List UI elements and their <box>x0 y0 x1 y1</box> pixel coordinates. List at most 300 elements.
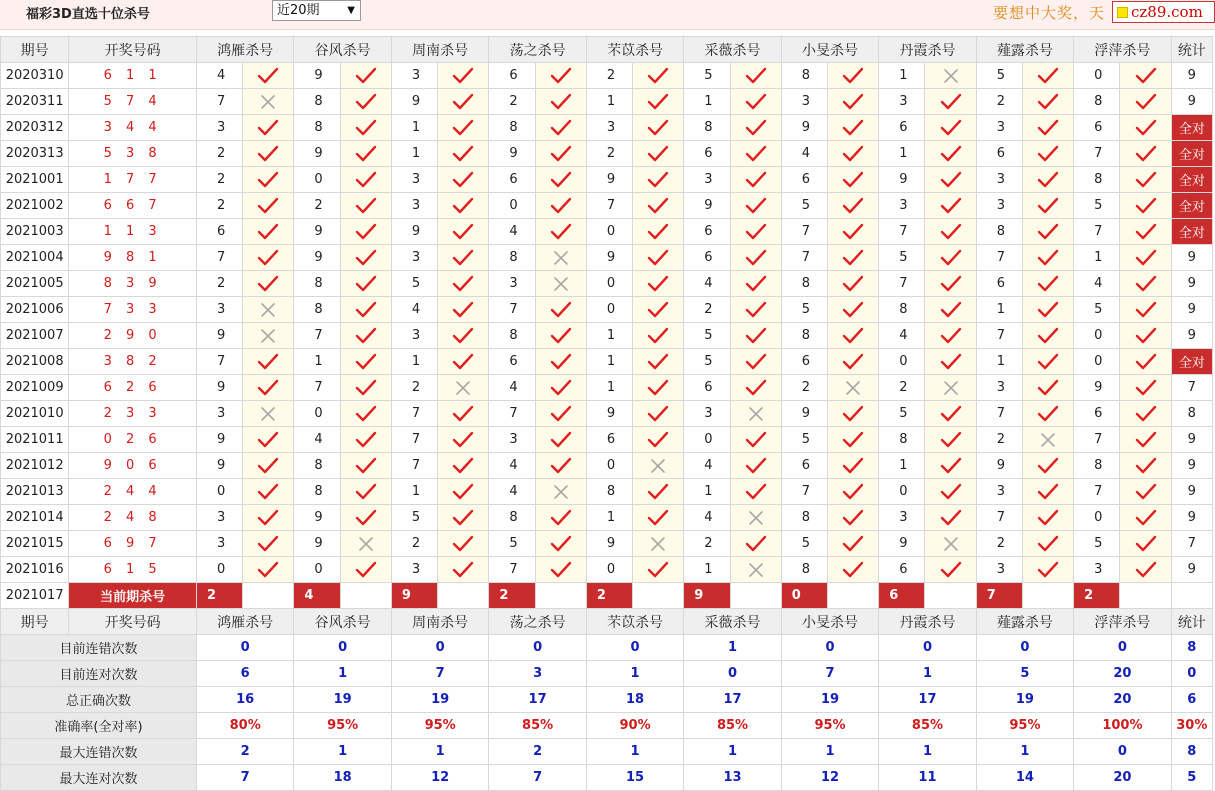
col-header: 开奖号码 <box>69 37 197 63</box>
issue-cell: 2021003 <box>1 219 69 245</box>
kill-number-cell: 2 <box>196 193 242 219</box>
kill-number-cell: 8 <box>1074 89 1120 115</box>
check-icon <box>1022 297 1073 323</box>
col-header: 鸿雁杀号 <box>196 609 293 635</box>
kill-number-cell: 4 <box>489 453 535 479</box>
total-cell: 9 <box>1171 245 1212 271</box>
empty-mark-cell <box>730 583 781 609</box>
stats-row <box>1 687 1213 713</box>
kill-number-cell: 3 <box>976 115 1022 141</box>
kill-number-cell: 4 <box>684 505 730 531</box>
kill-number-cell: 8 <box>489 245 535 271</box>
kill-number-cell: 8 <box>294 271 340 297</box>
check-icon <box>730 531 781 557</box>
check-icon <box>243 453 294 479</box>
total-cell: 9 <box>1171 89 1212 115</box>
check-icon <box>925 219 976 245</box>
kill-number-cell: 5 <box>684 63 730 89</box>
kill-number-cell: 9 <box>294 531 340 557</box>
kill-number-cell: 1 <box>391 115 437 141</box>
check-icon <box>1022 245 1073 271</box>
kill-number-cell: 7 <box>196 89 242 115</box>
marquee-text: 要想中大奖，天 <box>993 4 1106 22</box>
check-icon <box>633 323 684 349</box>
kill-number-cell: 3 <box>976 167 1022 193</box>
kill-number-cell: 9 <box>586 245 632 271</box>
stats-value: 6 <box>196 661 293 687</box>
kill-number-cell: 3 <box>781 89 827 115</box>
check-icon <box>925 557 976 583</box>
kill-number-cell: 3 <box>391 557 437 583</box>
check-icon <box>438 193 489 219</box>
kill-number-cell: 3 <box>684 401 730 427</box>
stats-label: 目前连错次数 <box>1 635 197 661</box>
stats-value: 0 <box>391 635 488 661</box>
issue-cell: 2021008 <box>1 349 69 375</box>
kill-number-cell: 5 <box>391 271 437 297</box>
current-issue-cell: 2021017 <box>1 583 69 609</box>
check-icon <box>1120 557 1171 583</box>
kill-number-cell: 0 <box>196 479 242 505</box>
check-icon <box>1022 505 1073 531</box>
check-icon <box>535 401 586 427</box>
table-row <box>1 401 1213 427</box>
draw-number-cell: 9 8 1 <box>69 245 197 271</box>
site-logo[interactable] <box>1112 1 1215 23</box>
kill-number-cell: 5 <box>879 401 925 427</box>
draw-number-cell: 3 4 4 <box>69 115 197 141</box>
col-header: 浮萍杀号 <box>1074 37 1171 63</box>
kill-number-cell: 1 <box>586 323 632 349</box>
stats-row <box>1 661 1213 687</box>
kill-number-cell: 9 <box>294 63 340 89</box>
check-icon <box>730 479 781 505</box>
stats-value: 1 <box>781 739 878 765</box>
kill-number-cell: 9 <box>586 531 632 557</box>
stats-label: 最大连错次数 <box>1 739 197 765</box>
kill-number-cell: 7 <box>976 245 1022 271</box>
check-icon <box>925 141 976 167</box>
total-cell: 7 <box>1171 375 1212 401</box>
stats-value: 14 <box>976 765 1073 791</box>
check-icon <box>340 167 391 193</box>
draw-number-cell: 2 9 0 <box>69 323 197 349</box>
stats-value: 0 <box>294 635 391 661</box>
check-icon <box>827 505 878 531</box>
check-icon <box>730 323 781 349</box>
kill-number-cell: 1 <box>684 557 730 583</box>
check-icon <box>340 297 391 323</box>
kill-number-cell: 0 <box>1074 323 1120 349</box>
check-icon <box>243 193 294 219</box>
cross-icon <box>243 297 294 323</box>
check-icon <box>438 453 489 479</box>
issue-cell: 2021005 <box>1 271 69 297</box>
check-icon <box>1120 141 1171 167</box>
check-icon <box>1120 193 1171 219</box>
kill-number-cell: 6 <box>489 167 535 193</box>
check-icon <box>340 89 391 115</box>
cross-icon <box>243 401 294 427</box>
logo-square-icon <box>1117 7 1128 18</box>
stats-value: 2 <box>196 739 293 765</box>
total-cell: 9 <box>1171 479 1212 505</box>
draw-number-cell: 6 1 5 <box>69 557 197 583</box>
kill-number-cell: 1 <box>586 505 632 531</box>
kill-number-cell: 2 <box>976 427 1022 453</box>
check-icon <box>243 115 294 141</box>
kill-number-cell: 9 <box>976 453 1022 479</box>
kill-number-cell: 6 <box>879 115 925 141</box>
stats-value: 11 <box>879 765 976 791</box>
check-icon <box>827 141 878 167</box>
kill-number-cell: 9 <box>879 167 925 193</box>
draw-number-cell: 3 8 2 <box>69 349 197 375</box>
cross-icon <box>925 63 976 89</box>
check-icon <box>1120 401 1171 427</box>
kill-number-cell: 4 <box>489 479 535 505</box>
kill-number-cell: 9 <box>294 141 340 167</box>
check-icon <box>340 375 391 401</box>
check-icon <box>1120 349 1171 375</box>
kill-number-cell: 9 <box>196 375 242 401</box>
check-icon <box>1022 323 1073 349</box>
check-icon <box>340 219 391 245</box>
table-row <box>1 557 1213 583</box>
kill-number-cell: 4 <box>684 453 730 479</box>
top-bar <box>0 0 1215 30</box>
check-icon <box>633 297 684 323</box>
stats-value: 7 <box>391 661 488 687</box>
kill-number-cell: 3 <box>586 115 632 141</box>
kill-number-cell: 3 <box>976 557 1022 583</box>
stats-value: 18 <box>294 765 391 791</box>
kill-number-cell: 0 <box>586 271 632 297</box>
stats-value: 95% <box>976 713 1073 739</box>
kill-number-cell: 9 <box>781 401 827 427</box>
current-kill-number: 2 <box>489 583 535 609</box>
current-period-row <box>1 583 1213 609</box>
col-header: 开奖号码 <box>69 609 197 635</box>
empty-total-cell <box>1171 583 1212 609</box>
kill-number-cell: 4 <box>1074 271 1120 297</box>
kill-number-cell: 7 <box>1074 141 1120 167</box>
cross-icon <box>633 453 684 479</box>
stats-value: 1 <box>684 635 781 661</box>
kill-number-cell: 6 <box>781 167 827 193</box>
kill-number-cell: 9 <box>684 193 730 219</box>
kill-number-cell: 8 <box>294 453 340 479</box>
check-icon <box>438 167 489 193</box>
stats-value: 19 <box>391 687 488 713</box>
kill-number-cell: 2 <box>196 141 242 167</box>
kill-number-cell: 2 <box>684 531 730 557</box>
col-header: 谷风杀号 <box>294 609 391 635</box>
cross-icon <box>730 557 781 583</box>
stats-value: 7 <box>489 765 586 791</box>
col-header: 期号 <box>1 37 69 63</box>
stats-value: 3 <box>489 661 586 687</box>
empty-mark-cell <box>243 583 294 609</box>
kill-number-cell: 7 <box>976 505 1022 531</box>
issue-cell: 2020313 <box>1 141 69 167</box>
table-row <box>1 193 1213 219</box>
check-icon <box>827 297 878 323</box>
kill-number-cell: 7 <box>781 219 827 245</box>
check-icon <box>827 219 878 245</box>
kill-number-cell: 8 <box>781 557 827 583</box>
table-row <box>1 271 1213 297</box>
kill-number-cell: 4 <box>781 141 827 167</box>
check-icon <box>925 115 976 141</box>
kill-number-cell: 2 <box>781 375 827 401</box>
col-header: 采薇杀号 <box>684 609 781 635</box>
check-icon <box>730 89 781 115</box>
stats-value: 1 <box>586 739 683 765</box>
check-icon <box>730 193 781 219</box>
kill-number-cell: 0 <box>1074 505 1120 531</box>
check-icon <box>925 453 976 479</box>
draw-number-cell: 6 6 7 <box>69 193 197 219</box>
check-icon <box>925 323 976 349</box>
col-header: 薤露杀号 <box>976 37 1073 63</box>
stats-row <box>1 635 1213 661</box>
col-header: 丹霞杀号 <box>879 37 976 63</box>
kill-number-cell: 3 <box>391 323 437 349</box>
stats-value: 0 <box>1074 635 1171 661</box>
check-icon <box>827 115 878 141</box>
check-icon <box>827 63 878 89</box>
kill-number-cell: 0 <box>196 557 242 583</box>
check-icon <box>535 193 586 219</box>
issue-cell: 2021010 <box>1 401 69 427</box>
total-cell: 9 <box>1171 453 1212 479</box>
check-icon <box>1120 219 1171 245</box>
stats-value: 100% <box>1074 713 1171 739</box>
kill-number-cell: 6 <box>684 219 730 245</box>
draw-number-cell: 1 1 3 <box>69 219 197 245</box>
kill-number-cell: 6 <box>781 349 827 375</box>
stats-value: 0 <box>1074 739 1171 765</box>
kill-number-cell: 6 <box>684 245 730 271</box>
kill-number-cell: 3 <box>976 375 1022 401</box>
check-icon <box>1022 141 1073 167</box>
check-icon <box>535 89 586 115</box>
col-header: 芣苡杀号 <box>586 37 683 63</box>
page-title: 福彩3D直选十位杀号 <box>26 7 150 22</box>
kill-number-cell: 6 <box>489 349 535 375</box>
kill-number-cell: 1 <box>684 89 730 115</box>
table-row <box>1 219 1213 245</box>
kill-number-cell: 5 <box>684 323 730 349</box>
kill-number-cell: 3 <box>489 271 535 297</box>
table-row <box>1 297 1213 323</box>
total-cell: 9 <box>1171 271 1212 297</box>
kill-number-cell: 5 <box>1074 297 1120 323</box>
draw-number-cell: 5 3 8 <box>69 141 197 167</box>
table-row <box>1 531 1213 557</box>
check-icon <box>1120 271 1171 297</box>
kill-number-cell: 6 <box>781 453 827 479</box>
check-icon <box>438 245 489 271</box>
kill-number-cell: 6 <box>489 63 535 89</box>
check-icon <box>243 63 294 89</box>
cross-icon <box>633 531 684 557</box>
kill-number-cell: 5 <box>1074 531 1120 557</box>
check-icon <box>633 141 684 167</box>
issue-cell: 2021013 <box>1 479 69 505</box>
kill-number-cell: 6 <box>196 219 242 245</box>
stats-value: 6 <box>1171 687 1212 713</box>
check-icon <box>243 245 294 271</box>
all-correct-badge: 全对 <box>1171 193 1212 219</box>
check-icon <box>340 115 391 141</box>
stats-value: 80% <box>196 713 293 739</box>
kill-number-cell: 0 <box>586 297 632 323</box>
check-icon <box>633 349 684 375</box>
cross-icon <box>730 505 781 531</box>
kill-number-cell: 0 <box>294 167 340 193</box>
stats-value: 1 <box>879 661 976 687</box>
table-row <box>1 323 1213 349</box>
draw-number-cell: 8 3 9 <box>69 271 197 297</box>
stats-value: 18 <box>586 687 683 713</box>
check-icon <box>340 63 391 89</box>
col-header: 统计 <box>1171 37 1212 63</box>
kill-number-cell: 8 <box>781 63 827 89</box>
check-icon <box>730 115 781 141</box>
cross-icon <box>340 531 391 557</box>
check-icon <box>1120 297 1171 323</box>
kill-number-cell: 3 <box>391 193 437 219</box>
check-icon <box>1022 271 1073 297</box>
kill-number-cell: 1 <box>391 479 437 505</box>
kill-number-cell: 7 <box>391 427 437 453</box>
kill-number-cell: 1 <box>391 349 437 375</box>
kill-number-cell: 5 <box>684 349 730 375</box>
check-icon <box>1022 219 1073 245</box>
kill-number-cell: 7 <box>391 401 437 427</box>
kill-number-cell: 1 <box>1074 245 1120 271</box>
table-row <box>1 479 1213 505</box>
all-correct-badge: 全对 <box>1171 141 1212 167</box>
check-icon <box>535 427 586 453</box>
check-icon <box>243 427 294 453</box>
stats-value: 5 <box>976 661 1073 687</box>
kill-number-cell: 2 <box>489 89 535 115</box>
check-icon <box>438 219 489 245</box>
check-icon <box>340 349 391 375</box>
check-icon <box>1120 427 1171 453</box>
kill-number-cell: 8 <box>879 297 925 323</box>
issue-cell: 2021016 <box>1 557 69 583</box>
kill-number-cell: 9 <box>489 141 535 167</box>
check-icon <box>438 297 489 323</box>
kill-number-cell: 1 <box>586 349 632 375</box>
empty-mark-cell <box>827 583 878 609</box>
kill-number-cell: 6 <box>976 271 1022 297</box>
stats-label: 目前连对次数 <box>1 661 197 687</box>
total-cell: 9 <box>1171 557 1212 583</box>
empty-mark-cell <box>535 583 586 609</box>
kill-number-cell: 9 <box>196 427 242 453</box>
kill-number-cell: 3 <box>196 505 242 531</box>
kill-number-cell: 8 <box>294 479 340 505</box>
kill-number-cell: 4 <box>879 323 925 349</box>
check-icon <box>827 349 878 375</box>
kill-number-cell: 9 <box>1074 375 1120 401</box>
header-row <box>1 609 1213 635</box>
check-icon <box>1022 375 1073 401</box>
kill-number-cell: 1 <box>879 141 925 167</box>
col-header: 芣苡杀号 <box>586 609 683 635</box>
kill-number-cell: 8 <box>489 505 535 531</box>
check-icon <box>243 505 294 531</box>
empty-mark-cell <box>340 583 391 609</box>
kill-number-cell: 0 <box>294 401 340 427</box>
kill-number-cell: 3 <box>684 167 730 193</box>
current-kill-number: 2 <box>196 583 242 609</box>
period-select[interactable] <box>272 0 361 21</box>
check-icon <box>340 557 391 583</box>
table-row <box>1 115 1213 141</box>
kill-number-cell: 7 <box>781 479 827 505</box>
kill-number-cell: 4 <box>294 427 340 453</box>
current-kill-number: 4 <box>294 583 340 609</box>
check-icon <box>438 323 489 349</box>
stats-value: 19 <box>294 687 391 713</box>
stats-value: 17 <box>489 687 586 713</box>
check-icon <box>633 89 684 115</box>
stats-value: 17 <box>879 687 976 713</box>
issue-cell: 2021011 <box>1 427 69 453</box>
kill-number-cell: 5 <box>781 531 827 557</box>
check-icon <box>1120 245 1171 271</box>
draw-number-cell: 2 3 3 <box>69 401 197 427</box>
check-icon <box>827 427 878 453</box>
col-header: 鸿雁杀号 <box>196 37 293 63</box>
check-icon <box>243 141 294 167</box>
kill-number-cell: 8 <box>879 427 925 453</box>
kill-number-cell: 9 <box>586 167 632 193</box>
stats-value: 95% <box>391 713 488 739</box>
check-icon <box>438 63 489 89</box>
col-header: 采薇杀号 <box>684 37 781 63</box>
check-icon <box>633 193 684 219</box>
header-row <box>1 37 1213 63</box>
draw-number-cell: 6 2 6 <box>69 375 197 401</box>
kill-number-cell: 7 <box>489 557 535 583</box>
check-icon <box>827 557 878 583</box>
check-icon <box>1022 479 1073 505</box>
table-row <box>1 141 1213 167</box>
draw-number-cell: 1 7 7 <box>69 167 197 193</box>
col-header: 周南杀号 <box>391 609 488 635</box>
check-icon <box>633 479 684 505</box>
kill-number-cell: 9 <box>391 89 437 115</box>
kill-number-cell: 6 <box>976 141 1022 167</box>
kill-number-cell: 7 <box>1074 427 1120 453</box>
kill-number-cell: 1 <box>879 453 925 479</box>
kill-number-cell: 8 <box>781 271 827 297</box>
kill-number-cell: 7 <box>489 401 535 427</box>
check-icon <box>535 453 586 479</box>
kill-number-cell: 7 <box>586 193 632 219</box>
check-icon <box>535 349 586 375</box>
table-row <box>1 453 1213 479</box>
table-row <box>1 349 1213 375</box>
stats-value: 8 <box>1171 739 1212 765</box>
